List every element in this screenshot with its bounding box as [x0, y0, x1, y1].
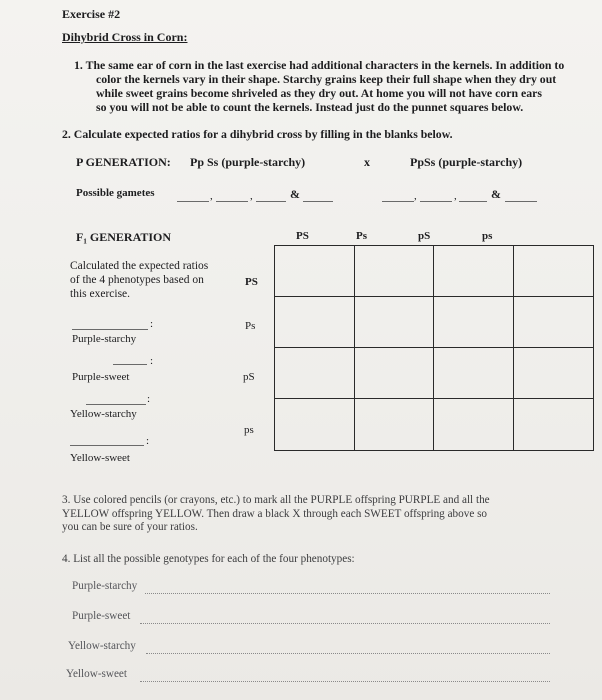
punnett-cell[interactable] — [355, 399, 435, 450]
ratio-blank-yellow-starchy[interactable] — [86, 404, 146, 405]
question-3-line: 3. Use colored pencils (or crayons, etc.) to mark all the PURPLE offspring PURPLE and all the — [62, 494, 490, 506]
genotype-answer-line[interactable] — [140, 623, 550, 624]
punnett-cell[interactable] — [275, 297, 355, 348]
genotype-answer-line[interactable] — [140, 681, 550, 682]
exercise-number: Exercise #2 — [62, 7, 121, 21]
column-header: ps — [482, 230, 493, 242]
ratio-blank-yellow-sweet[interactable] — [70, 445, 144, 446]
comma: , — [414, 190, 417, 202]
comma: , — [210, 190, 213, 202]
instruction-line: Calculated the expected ratios — [70, 260, 209, 272]
ampersand: & — [290, 187, 300, 201]
punnett-cell[interactable] — [514, 348, 594, 399]
parent-2-genotype: PpSs (purple-starchy) — [410, 155, 523, 169]
row-header: PS — [245, 276, 258, 288]
row-header: Ps — [245, 320, 256, 332]
genotype-answer-line[interactable] — [146, 653, 550, 654]
gamete-blank[interactable] — [459, 201, 487, 202]
column-header: Ps — [356, 230, 367, 242]
page-title: Dihybrid Cross in Corn: — [62, 30, 188, 44]
question-3-line: YELLOW offspring YELLOW. Then draw a black X through each SWEET offspring above so — [62, 507, 488, 520]
possible-gametes-label: Possible gametes — [76, 187, 155, 199]
instruction-line: this exercise. — [70, 288, 131, 300]
row-header: pS — [243, 371, 255, 383]
question-3 — [62, 494, 490, 535]
genotype-answer-line[interactable] — [145, 593, 550, 594]
genotype-phenotype-label: Yellow-starchy — [68, 640, 136, 652]
punnett-square — [274, 245, 594, 451]
column-header: PS — [296, 230, 309, 242]
phenotype-label: Purple-starchy — [72, 333, 137, 345]
punnett-cell[interactable] — [355, 297, 435, 348]
phenotype-label: Yellow-sweet — [70, 452, 130, 464]
punnett-cell[interactable] — [434, 246, 514, 297]
punnett-cell[interactable] — [434, 297, 514, 348]
column-header: pS — [418, 230, 431, 242]
instruction-line: of the 4 phenotypes based on — [70, 274, 204, 286]
question-2: 2. Calculate expected ratios for a dihybrid cross by filling in the blanks below. — [62, 127, 453, 141]
colon: : — [150, 355, 154, 367]
cross-symbol: x — [364, 155, 370, 169]
question-3-line: you can be sure of your ratios. — [62, 521, 198, 533]
punnett-cell[interactable] — [514, 399, 594, 450]
ampersand: & — [491, 187, 501, 201]
gamete-blank[interactable] — [256, 201, 286, 202]
question-1 — [74, 58, 564, 114]
parent-1-genotype: Pp Ss (purple-starchy) — [190, 155, 306, 169]
gamete-blank[interactable] — [177, 201, 209, 202]
punnett-cell[interactable] — [355, 246, 435, 297]
punnett-cell[interactable] — [434, 399, 514, 450]
punnett-cell[interactable] — [275, 246, 355, 297]
comma: , — [454, 190, 457, 202]
ratio-blank-purple-sweet[interactable] — [113, 364, 147, 365]
f1-instructions — [70, 259, 208, 301]
question-1-line: 1. The same ear of corn in the last exercise had additional characters in the kernels. In addition to — [74, 58, 565, 72]
colon: : — [147, 393, 151, 405]
gamete-blank[interactable] — [303, 201, 333, 202]
p-generation-label: P GENERATION: — [76, 155, 171, 169]
phenotype-label: Yellow-starchy — [70, 408, 137, 420]
punnett-cell[interactable] — [355, 348, 435, 399]
punnett-cell[interactable] — [514, 246, 594, 297]
f1-generation-label: F₁ GENERATION — [76, 230, 172, 244]
phenotype-label: Purple-sweet — [72, 371, 130, 383]
comma: , — [250, 190, 253, 202]
gamete-blank[interactable] — [420, 201, 452, 202]
colon: : — [146, 435, 150, 447]
ratio-blank-purple-starchy[interactable] — [72, 329, 148, 330]
punnett-cell[interactable] — [275, 399, 355, 450]
row-header: ps — [244, 424, 254, 436]
punnett-cell[interactable] — [275, 348, 355, 399]
question-1-line: color the kernels vary in their shape. Starchy grains keep their full shape when they dry out — [96, 72, 557, 86]
punnett-cell[interactable] — [514, 297, 594, 348]
question-4: 4. List all the possible genotypes for each of the four phenotypes: — [62, 553, 355, 565]
genotype-phenotype-label: Yellow-sweet — [66, 668, 128, 680]
gamete-blank[interactable] — [216, 201, 248, 202]
question-1-line: so you will not be able to count the kernels. Instead just do the punnet squares below. — [96, 100, 524, 114]
colon: : — [150, 318, 154, 330]
genotype-phenotype-label: Purple-starchy — [72, 580, 138, 592]
gamete-blank[interactable] — [505, 201, 537, 202]
punnett-cell[interactable] — [434, 348, 514, 399]
question-1-line: while sweet grains become shriveled as they dry out. At home you will not have corn ears — [96, 86, 542, 100]
gamete-blank[interactable] — [382, 201, 414, 202]
genotype-phenotype-label: Purple-sweet — [72, 610, 131, 622]
